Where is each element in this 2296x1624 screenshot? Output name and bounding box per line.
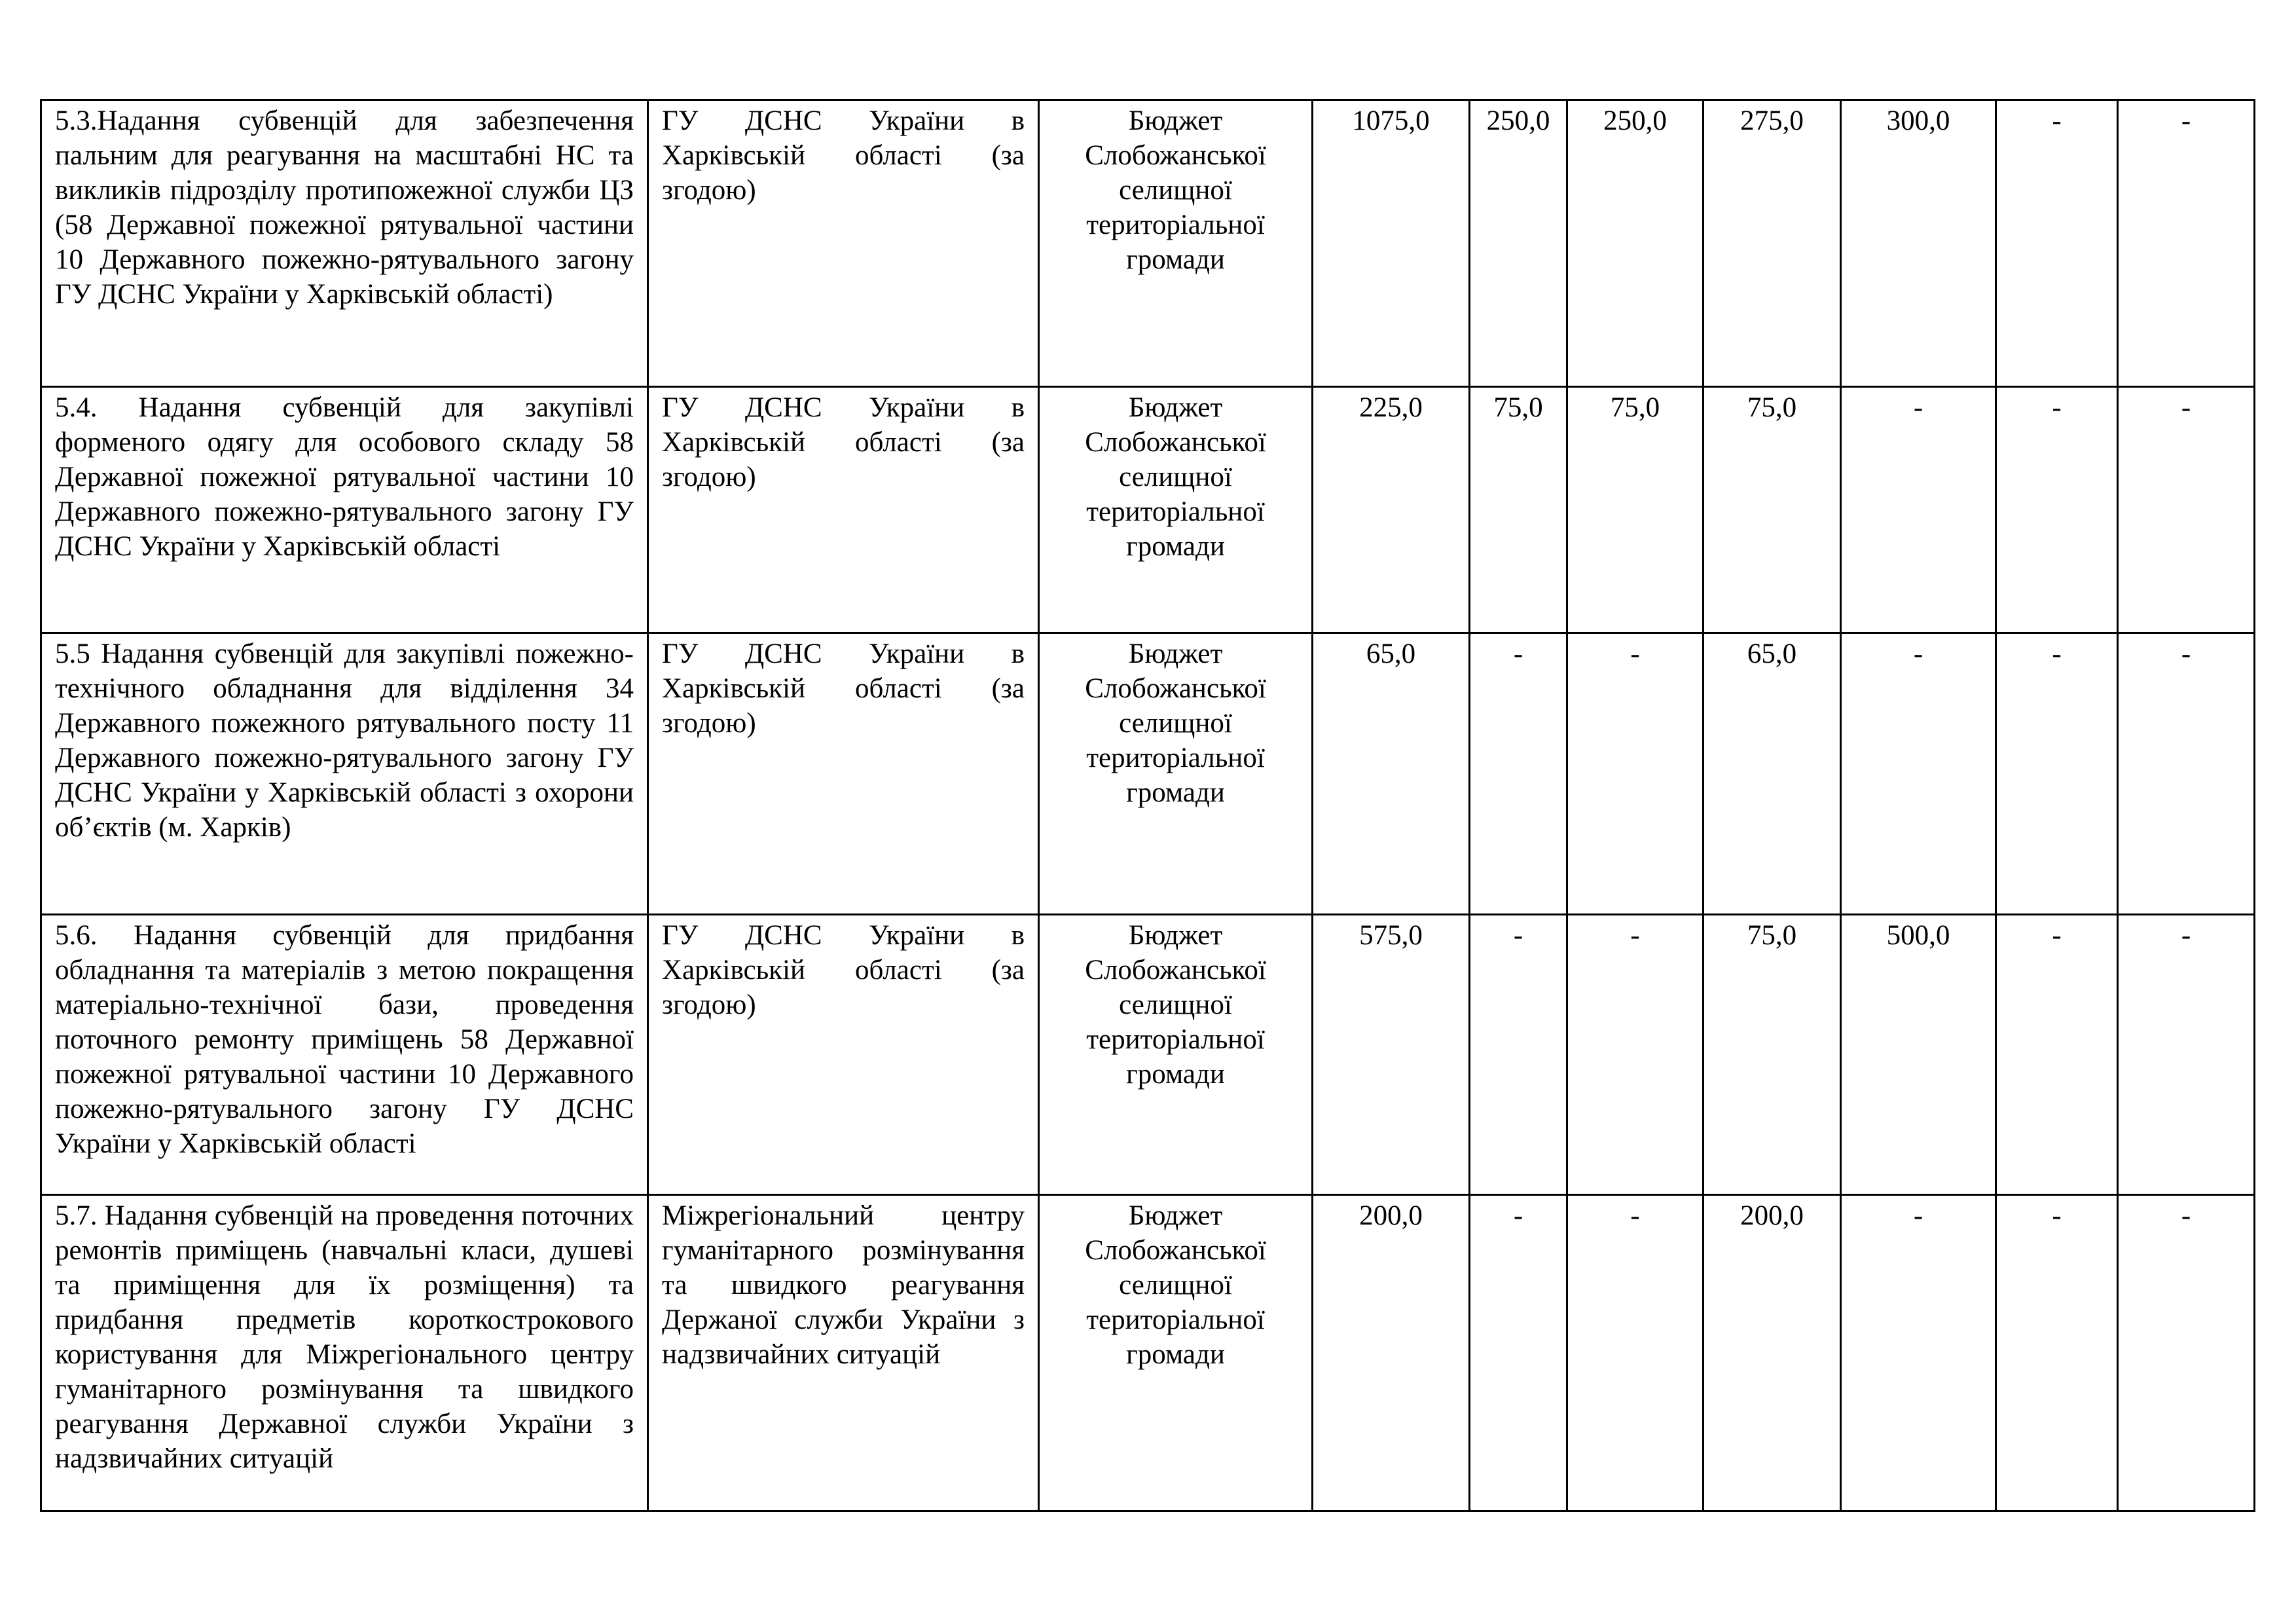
measure-executor: ГУ ДСНС України в Харківській області (за згодою) [648,915,1039,1195]
year-amount: 65,0 [1704,633,1841,915]
measure-description: 5.5 Надання субвенцій для закупівлі пожежно-технічного обладнання для відділення 34 Державного пожежного рятувального посту 11 Державного пожежно-рятувального загону ГУ ДСНС України у Харківській області з охорони об’єктів (м. Харків) [41,633,648,915]
measure-description: 5.3.Надання субвенцій для забезпечення пальним для реагування на масштабні НС та викликів підрозділу протипожежної служби ЦЗ (58 Державної пожежної рятувальної частини 10 Державного пожежно-рятувального загону ГУ ДСНС України у Харківській області) [41,100,648,387]
measure-description: 5.6. Надання субвенцій для придбання обладнання та матеріалів з метою покращення матеріально-технічної бази, проведення поточного ремонту приміщень 58 Державної пожежної рятувальної частини 10 Державного пожежно-рятувального загону ГУ ДСНС України у Харківській області [41,915,648,1195]
year-amount: - [1996,915,2118,1195]
measure-description: 5.7. Надання субвенцій на проведення поточних ремонтів приміщень (навчальні класи, душеві та приміщення для їх розміщення) та придбання предметів короткострокового користування для Міжрегіонального центру гуманітарного розмінування та швидкого реагування Державної служби України з надзвичайних ситуацій [41,1195,648,1511]
year-amount: - [2118,915,2255,1195]
funding-source: Бюджет Слобожанської селищної територіальної громади [1039,387,1313,633]
year-amount: - [1470,1195,1567,1511]
year-amount: 75,0 [1704,915,1841,1195]
year-amount: - [1996,387,2118,633]
year-amount: - [1567,1195,1704,1511]
year-amount: 300,0 [1841,100,1996,387]
total-amount: 225,0 [1313,387,1470,633]
year-amount: - [2118,633,2255,915]
year-amount: - [1567,915,1704,1195]
table-row [41,1195,2255,1511]
total-amount: 200,0 [1313,1195,1470,1511]
year-amount: - [1841,1195,1996,1511]
table-row [41,387,2255,633]
year-amount: - [1996,100,2118,387]
total-amount: 575,0 [1313,915,1470,1195]
year-amount: - [1841,387,1996,633]
table-row [41,915,2255,1195]
total-amount: 65,0 [1313,633,1470,915]
table-row [41,633,2255,915]
measure-executor: ГУ ДСНС України в Харківській області (за згодою) [648,387,1039,633]
funding-source: Бюджет Слобожанської селищної територіальної громади [1039,915,1313,1195]
measure-description: 5.4. Надання субвенцій для закупівлі форменого одягу для особового складу 58 Державної пожежної рятувальної частини 10 Державного пожежно-рятувального загону ГУ ДСНС України у Харківській області [41,387,648,633]
total-amount: 1075,0 [1313,100,1470,387]
year-amount: - [1470,915,1567,1195]
year-amount: - [1567,633,1704,915]
program-measures-table [40,99,2255,1512]
year-amount: - [2118,1195,2255,1511]
year-amount: - [1996,1195,2118,1511]
measure-executor: ГУ ДСНС України в Харківській області (за згодою) [648,633,1039,915]
year-amount: - [2118,100,2255,387]
year-amount: - [2118,387,2255,633]
measure-executor: Міжрегіональний центру гуманітарного розмінування та швидкого реагування Держаної служби України з надзвичайних ситуацій [648,1195,1039,1511]
year-amount: 250,0 [1567,100,1704,387]
funding-source: Бюджет Слобожанської селищної територіальної громади [1039,100,1313,387]
year-amount: - [1841,633,1996,915]
year-amount: - [1996,633,2118,915]
funding-source: Бюджет Слобожанської селищної територіальної громади [1039,1195,1313,1511]
funding-source: Бюджет Слобожанської селищної територіальної громади [1039,633,1313,915]
table-row [41,100,2255,387]
year-amount: 275,0 [1704,100,1841,387]
year-amount: 75,0 [1470,387,1567,633]
measure-executor: ГУ ДСНС України в Харківській області (за згодою) [648,100,1039,387]
year-amount: 250,0 [1470,100,1567,387]
year-amount: 75,0 [1704,387,1841,633]
year-amount: 500,0 [1841,915,1996,1195]
year-amount: 75,0 [1567,387,1704,633]
year-amount: 200,0 [1704,1195,1841,1511]
year-amount: - [1470,633,1567,915]
